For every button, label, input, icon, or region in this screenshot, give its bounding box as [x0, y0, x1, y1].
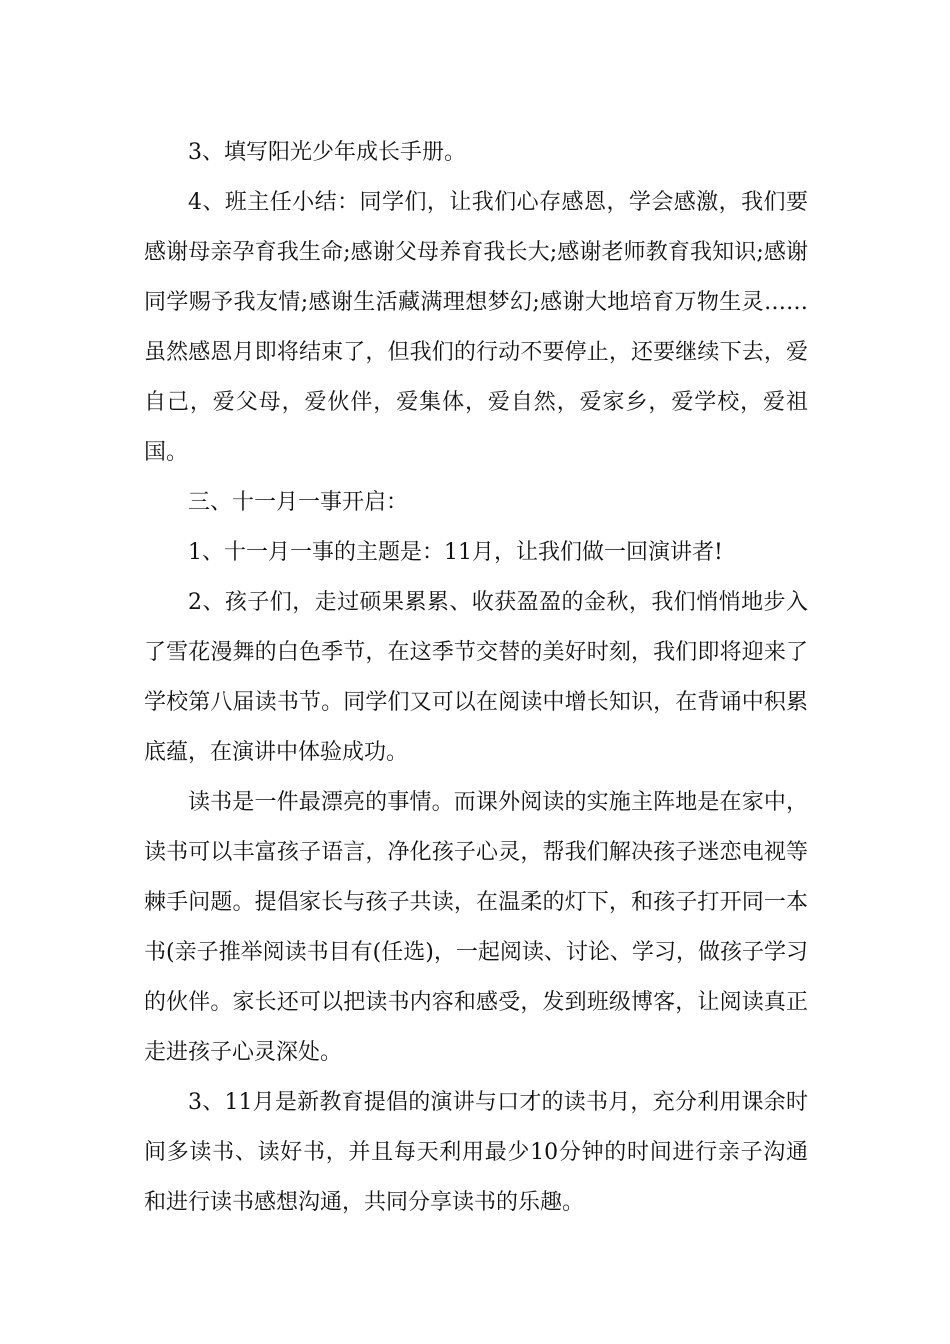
- document-body: [144, 128, 808, 1228]
- paragraph-step-3-handbook: 3、填写阳光少年成长手册。: [188, 140, 466, 165]
- paragraph-reading-at-home: 读书是一件最漂亮的事情。而课外阅读的实施主阵地是在家中，读书可以丰富孩子语言，净化孩子心灵，帮我们解决孩子迷恋电视等棘手问题。提倡家长与孩子共读，在温柔的灯下，和孩子打开同一本书(亲子推举阅读书目有(任选)，一起阅读、讨论、学习，做孩子学习的伙伴。家长还可以把读书内容和感受，发到班级博客，让阅读真正走进孩子心灵深处。: [144, 790, 808, 1065]
- section-heading-november: 三、十一月一事开启：: [188, 490, 409, 515]
- paragraph-reading-festival: 2、孩子们，走过硕果累累、收获盈盈的金秋，我们悄悄地步入了雪花漫舞的白色季节，在这季节交替的美好时刻，我们即将迎来了学校第八届读书节。同学们又可以在阅读中增长知识，在背诵中积累底蕴，在演讲中体验成功。: [144, 590, 808, 765]
- paragraph-speech-month: 3、11月是新教育提倡的演讲与口才的读书月，充分利用课余时间多读书、读好书，并且每天利用最少10分钟的时间进行亲子沟通和进行读书感想沟通，共同分享读书的乐趣。: [144, 1090, 808, 1215]
- paragraph-november-theme: 1、十一月一事的主题是：11月，让我们做一回演讲者!: [188, 540, 723, 565]
- paragraph-teacher-summary: 4、班主任小结：同学们，让我们心存感恩，学会感激，我们要感谢母亲孕育我生命;感谢父母养育我长大;感谢老师教育我知识;感谢同学赐予我友情;感谢生活藏满理想梦幻;感谢大地培育万物生灵……虽然感恩月即将结束了，但我们的行动不要停止，还要继续下去，爱自己，爱父母，爱伙伴，爱集体，爱自然，爱家乡，爱学校，爱祖国。: [144, 190, 808, 465]
